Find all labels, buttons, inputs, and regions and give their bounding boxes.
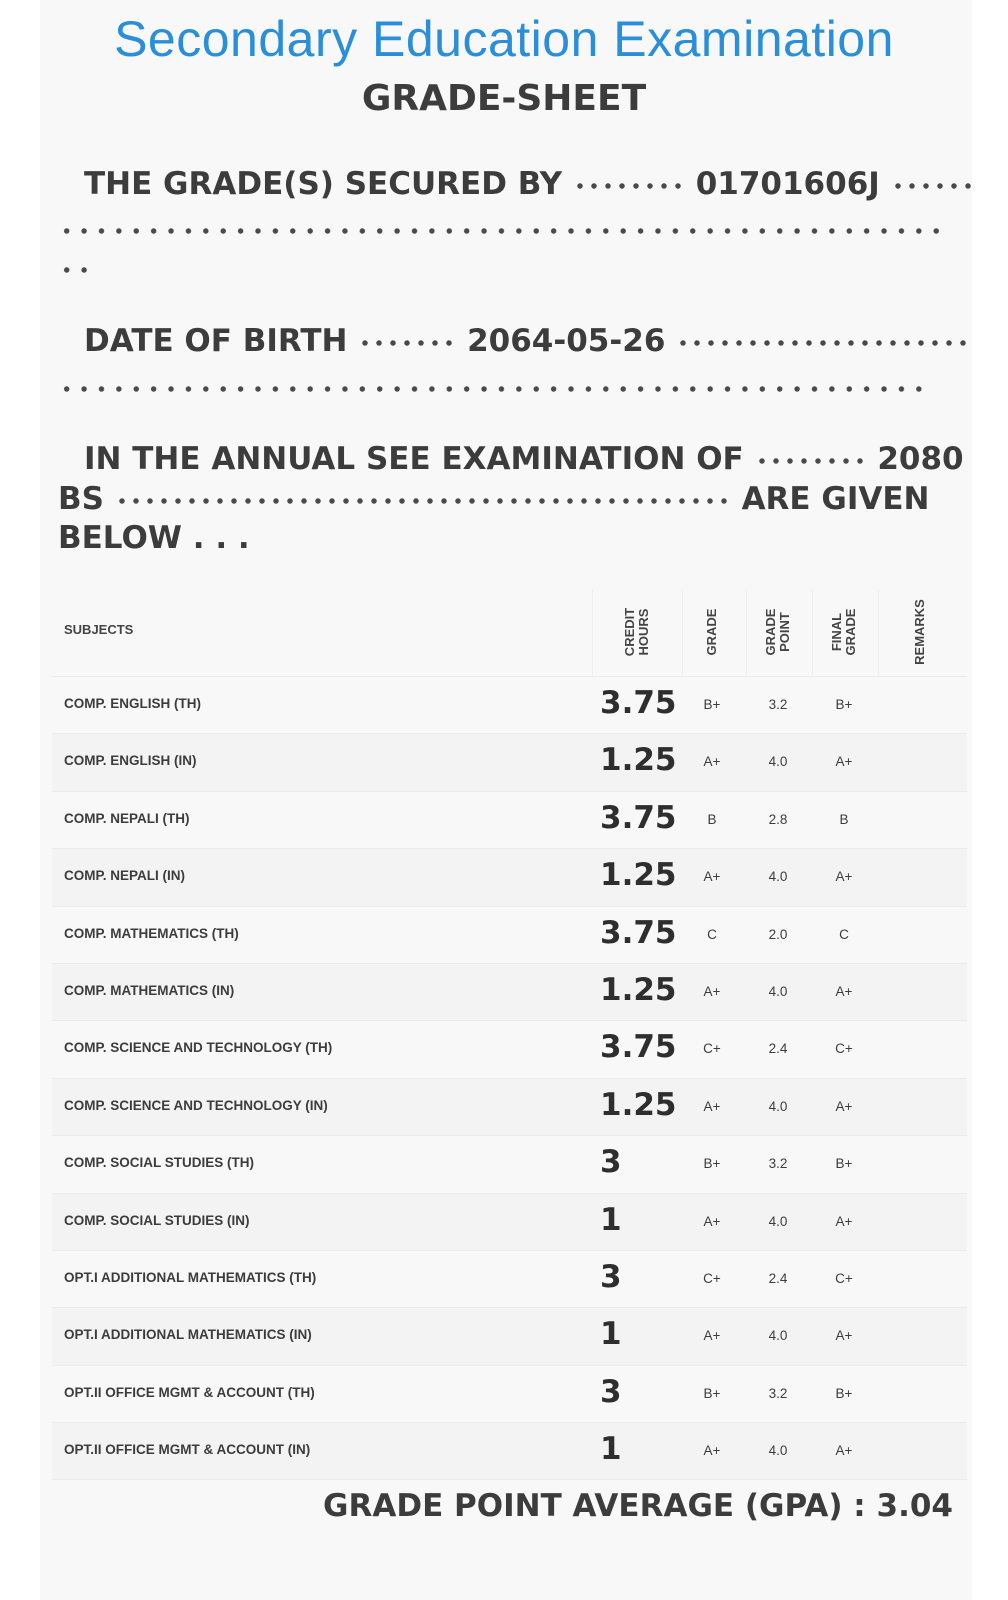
- grade-cell: A+: [703, 1443, 721, 1459]
- dob-value: 2064-05-26: [467, 323, 666, 359]
- table-row: [52, 1423, 967, 1480]
- credit-hours-cell: 3.75: [600, 914, 677, 951]
- header-grade-text: GRADE: [704, 608, 719, 656]
- credit-hours-cell: 1.25: [600, 1086, 677, 1123]
- credit-hours-cell: 1.25: [600, 971, 677, 1008]
- grade-sheet-heading: GRADE-SHEET: [361, 78, 647, 119]
- dot-leader: [676, 339, 970, 347]
- grade-point-cell: 4.0: [768, 869, 788, 885]
- credit-hours-cell: 3: [600, 1373, 622, 1410]
- subject-cell: COMP. SOCIAL STUDIES (TH): [64, 1155, 255, 1171]
- header-credit-hours: [607, 602, 667, 662]
- exam-label: IN THE ANNUAL SEE EXAMINATION OF: [84, 441, 744, 477]
- grade-point-cell: 4.0: [768, 1443, 788, 1459]
- final-grade-cell: B+: [835, 1156, 853, 1172]
- table-row: [52, 1079, 967, 1136]
- subject-cell: COMP. MATHEMATICS (IN): [64, 982, 235, 998]
- table-row: [52, 1308, 967, 1365]
- grade-cell: A+: [703, 869, 721, 885]
- credit-hours-cell: 3: [600, 1144, 622, 1181]
- final-grade-cell: A+: [835, 1328, 853, 1344]
- header-remarks: [890, 599, 950, 665]
- grade-point-cell: 3.2: [768, 697, 788, 712]
- bs-line: [58, 481, 930, 517]
- grade-cell: A+: [703, 1213, 721, 1229]
- grade-point-cell: 2.8: [768, 811, 788, 827]
- grade-point-cell: 4.0: [768, 983, 788, 999]
- gpa-line: [323, 1488, 953, 1524]
- header-final-grade: [814, 602, 874, 662]
- header-final-grade-text: FINAL GRADE: [829, 608, 858, 656]
- grade-cell: B+: [703, 697, 721, 712]
- table-row: [52, 907, 967, 964]
- final-grade-cell: B: [839, 811, 849, 827]
- header-grade-point: [748, 602, 808, 662]
- grade-cell: A+: [703, 983, 721, 999]
- subject-cell: COMP. NEPALI (IN): [64, 868, 186, 884]
- grade-point-cell: 3.2: [768, 1156, 788, 1172]
- grade-cell: A+: [703, 754, 721, 770]
- subject-cell: OPT.II OFFICE MGMT & ACCOUNT (TH): [64, 1384, 315, 1400]
- gpa-label: GRADE POINT AVERAGE (GPA) :: [323, 1488, 866, 1524]
- final-grade-cell: C+: [835, 1041, 853, 1057]
- table-header: [52, 590, 967, 677]
- credit-hours-cell: 1: [600, 1201, 622, 1238]
- header-subjects: SUBJECTS: [64, 622, 134, 637]
- credit-hours-cell: 3: [600, 1258, 622, 1295]
- final-grade-cell: A+: [835, 1443, 853, 1459]
- grade-point-cell: 4.0: [768, 1098, 788, 1114]
- final-grade-cell: A+: [835, 1098, 853, 1114]
- credit-hours-cell: 3.75: [600, 1029, 677, 1066]
- table-row: [52, 1021, 967, 1078]
- final-grade-cell: B+: [835, 697, 853, 712]
- dot-leader-row: [58, 266, 93, 274]
- table-row: [52, 1194, 967, 1251]
- dob-line: [84, 323, 970, 359]
- grade-cell: C+: [703, 1270, 721, 1286]
- secured-by-label: THE GRADE(S) SECURED BY: [84, 166, 563, 202]
- dot-leader: [573, 182, 685, 190]
- subject-cell: COMP. SOCIAL STUDIES (IN): [64, 1212, 250, 1228]
- grades-table: [52, 590, 967, 1480]
- grade-point-cell: 2.0: [768, 926, 788, 942]
- grade-point-cell: 3.2: [768, 1385, 788, 1401]
- dot-leader: [755, 457, 867, 465]
- final-grade-cell: A+: [835, 869, 853, 885]
- credit-hours-cell: 3.75: [600, 799, 677, 836]
- dot-leader: [358, 339, 456, 347]
- final-grade-cell: C+: [835, 1270, 853, 1286]
- grade-point-cell: 4.0: [768, 1328, 788, 1344]
- dob-label: DATE OF BIRTH: [84, 323, 348, 359]
- credit-hours-cell: 1: [600, 1316, 622, 1353]
- grade-point-cell: 4.0: [768, 1213, 788, 1229]
- exam-title: Secondary Education Examination: [114, 11, 894, 67]
- final-grade-cell: B+: [835, 1385, 853, 1401]
- credit-hours-cell: 1.25: [600, 857, 677, 894]
- subject-cell: COMP. ENGLISH (IN): [64, 753, 197, 769]
- table-body: [52, 677, 967, 1480]
- dot-leader: [891, 182, 975, 190]
- secured-by-line: [84, 166, 975, 202]
- grade-point-cell: 2.4: [768, 1041, 788, 1057]
- header-grade-point-text: GRADE POINT: [763, 608, 792, 656]
- header-grade: [682, 602, 742, 662]
- grade-point-cell: 2.4: [768, 1270, 788, 1286]
- credit-hours-cell: 1.25: [600, 742, 677, 779]
- table-row: [52, 677, 967, 734]
- subject-cell: COMP. NEPALI (TH): [64, 810, 190, 826]
- table-row: [52, 1251, 967, 1308]
- grade-cell: C: [707, 926, 717, 942]
- table-row: [52, 734, 967, 791]
- exam-year: 2080: [877, 441, 964, 477]
- table-row: [52, 1366, 967, 1423]
- table-row: [52, 849, 967, 906]
- subject-cell: OPT.I ADDITIONAL MATHEMATICS (IN): [64, 1327, 312, 1343]
- subject-cell: OPT.II OFFICE MGMT & ACCOUNT (IN): [64, 1442, 311, 1458]
- grade-cell: A+: [703, 1098, 721, 1114]
- header-credit-hours-text: CREDIT HOURS: [622, 607, 651, 657]
- grade-point-cell: 4.0: [768, 754, 788, 770]
- subject-cell: OPT.I ADDITIONAL MATHEMATICS (TH): [64, 1269, 317, 1285]
- are-given-label: ARE GIVEN: [741, 481, 930, 517]
- subject-cell: COMP. ENGLISH (TH): [64, 696, 202, 711]
- grade-cell: A+: [703, 1328, 721, 1344]
- dot-leader: [115, 497, 731, 505]
- final-grade-cell: A+: [835, 983, 853, 999]
- table-row: [52, 964, 967, 1021]
- credit-hours-cell: 3.75: [600, 685, 677, 721]
- grade-cell: B+: [703, 1385, 721, 1401]
- symbol-number: 01701606J: [695, 166, 880, 202]
- table-row: [52, 792, 967, 849]
- below-label: BELOW . . .: [58, 520, 250, 556]
- subject-cell: COMP. SCIENCE AND TECHNOLOGY (IN): [64, 1097, 328, 1113]
- grade-cell: B: [707, 811, 717, 827]
- subject-cell: COMP. SCIENCE AND TECHNOLOGY (TH): [64, 1040, 333, 1056]
- bs-label: BS: [58, 481, 104, 517]
- final-grade-cell: A+: [835, 1213, 853, 1229]
- grade-cell: B+: [703, 1156, 721, 1172]
- table-row: [52, 1136, 967, 1193]
- credit-hours-cell: 1: [600, 1431, 622, 1468]
- final-grade-cell: A+: [835, 754, 853, 770]
- dot-leader-row: [58, 385, 923, 393]
- final-grade-cell: C: [839, 926, 849, 942]
- dot-leader-row: [58, 227, 943, 235]
- gpa-value: 3.04: [876, 1488, 953, 1524]
- grade-cell: C+: [703, 1041, 721, 1057]
- subject-cell: COMP. MATHEMATICS (TH): [64, 925, 239, 941]
- exam-line: [84, 441, 964, 477]
- header-remarks-text: REMARKS: [912, 599, 927, 665]
